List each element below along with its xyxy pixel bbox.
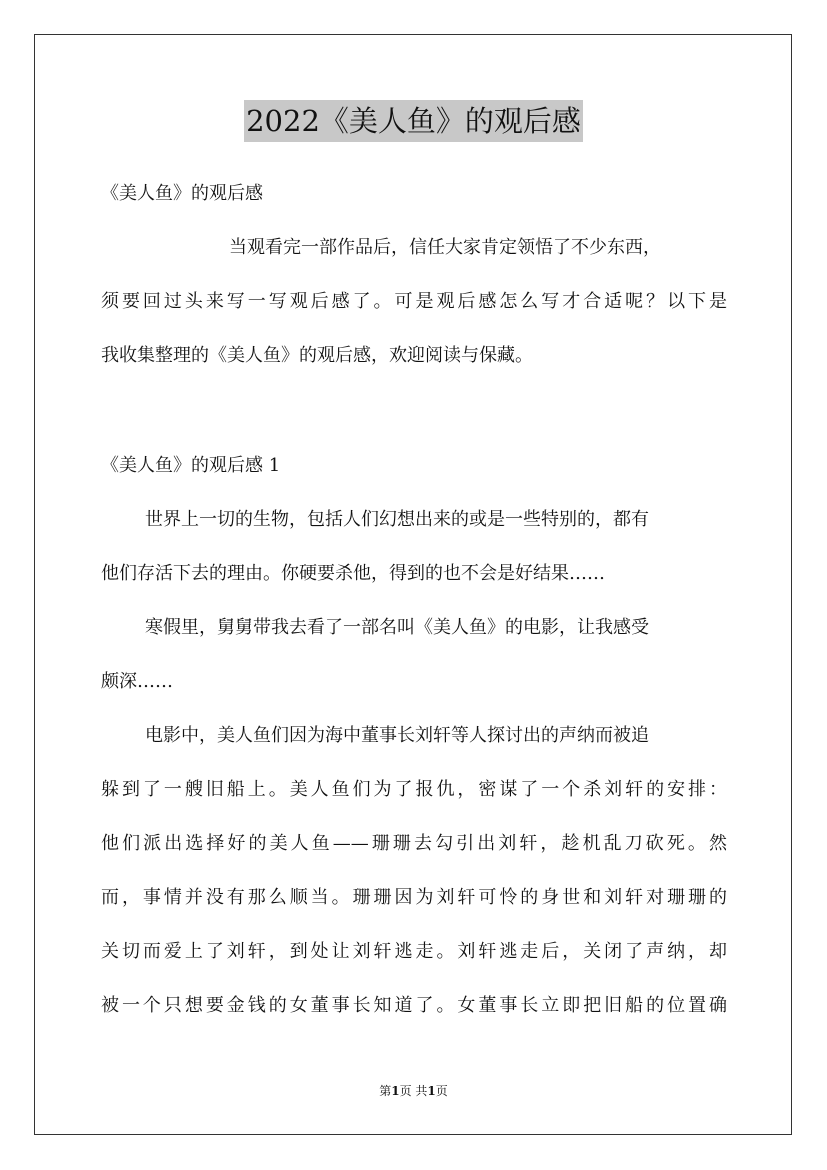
paragraph-line: 电影中，美人鱼们因为海中董事长刘轩等人探讨出的声纳而被追 [145,725,649,746]
paragraph-line: 躲到了一艘旧船上。美人鱼们为了报仇，密谋了一个杀刘轩的安排： [101,779,727,800]
page-footer [0,1083,827,1099]
paragraph-line: 他们派出选择好的美人鱼——珊珊去勾引出刘轩，趁机乱刀砍死。然 [101,833,727,854]
footer-suffix: 页 [435,1084,448,1098]
footer-prefix: 第 [379,1084,392,1098]
document-title: 2022《美人鱼》的观后感 [244,100,583,142]
total-pages: 1 [427,1084,436,1098]
intro-line-1: 当观看完一部作品后，信任大家肯定领悟了不少东西， [229,237,661,258]
paragraph-line: 被一个只想要金钱的女董事长知道了。女董事长立即把旧船的位置确 [101,995,727,1016]
paragraph-line: 他们存活下去的理由。你硬要杀他，得到的也不会是好结果…… [101,563,605,584]
paragraph-line: 世界上一切的生物，包括人们幻想出来的或是一些特别的，都有 [145,509,649,530]
section-heading: 《美人鱼》的观后感 1 [101,455,281,476]
paragraph-line: 颇深…… [101,671,173,692]
intro-line-2: 须要回过头来写一写观后感了。可是观后感怎么写才合适呢？以下是 [101,291,727,312]
intro-line-3: 我收集整理的《美人鱼》的观后感，欢迎阅读与保藏。 [101,345,533,366]
footer-mid: 页 共 [399,1084,428,1098]
page-number: 1 [391,1084,400,1098]
paragraph-line: 关切而爱上了刘轩，到处让刘轩逃走。刘轩逃走后，关闭了声纳，却 [101,941,727,962]
subtitle: 《美人鱼》的观后感 [101,183,263,204]
paragraph-line: 寒假里，舅舅带我去看了一部名叫《美人鱼》的电影，让我感受 [145,617,649,638]
title-wrap [0,100,827,142]
paragraph-line: 而，事情并没有那么顺当。珊珊因为刘轩可怜的身世和刘轩对珊珊的 [101,887,727,908]
